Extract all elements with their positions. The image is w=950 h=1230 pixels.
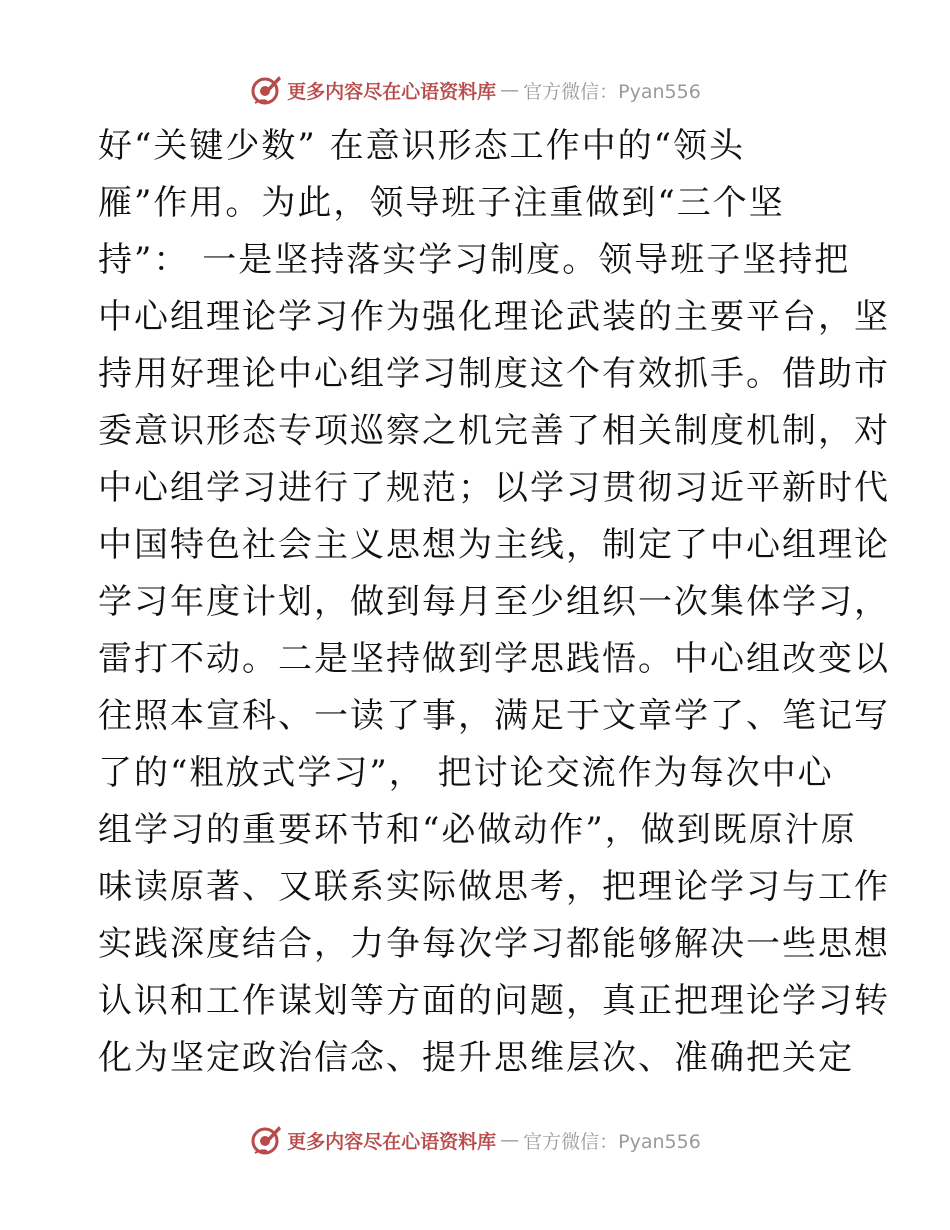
footer-watermark xyxy=(0,1120,950,1160)
watermark-dash: — xyxy=(500,79,520,101)
text-line: 中心组理论学习作为强化理论武装的主要平台，坚 xyxy=(98,297,890,337)
text-line: 持”： 一是坚持落实学习制度。领导班子坚持把 xyxy=(98,240,851,280)
watermark-site-text: 更多内容尽在心语资料库 xyxy=(287,80,497,103)
text-line: 味读原著、又联系实际做思考，把理论学习与工作 xyxy=(98,867,890,907)
text-line: 化为坚定政治信念、提升思维层次、准确把关定 xyxy=(98,1038,854,1078)
watermark-wechat-text: 官方微信：Pyan556 xyxy=(523,80,701,103)
text-line: 往照本宣科、一读了事，满足于文章学了、笔记写 xyxy=(98,696,890,736)
text-line: 委意识形态专项巡察之机完善了相关制度机制，对 xyxy=(98,411,890,451)
text-line: 实践深度结合，力争每次学习都能够解决一些思想 xyxy=(98,924,890,964)
header-watermark xyxy=(0,70,950,110)
watermark-wechat-text: 官方微信：Pyan556 xyxy=(523,1130,701,1153)
text-line: 组学习的重要环节和“必做动作”，做到既原汁原 xyxy=(98,810,857,850)
quill-logo-icon xyxy=(249,73,283,107)
document-body xyxy=(98,118,890,1087)
text-line: 认识和工作谋划等方面的问题，真正把理论学习转 xyxy=(98,981,890,1021)
text-line: 了的“粗放式学习”， 把讨论交流作为每次中心 xyxy=(98,753,834,793)
watermark-dash: — xyxy=(500,1129,520,1151)
watermark-site-text: 更多内容尽在心语资料库 xyxy=(287,1130,497,1153)
text-line: 雷打不动。二是坚持做到学思践悟。中心组改变以 xyxy=(98,639,890,679)
text-line: 雁”作用。为此，领导班子注重做到“三个坚 xyxy=(98,183,785,223)
text-line: 学习年度计划，做到每月至少组织一次集体学习， xyxy=(98,582,890,622)
text-line: 好“关键少数” 在意识形态工作中的“领头 xyxy=(98,126,745,166)
text-line: 中心组学习进行了规范；以学习贯彻习近平新时代 xyxy=(98,468,890,508)
text-line: 中国特色社会主义思想为主线，制定了中心组理论 xyxy=(98,525,890,565)
quill-logo-icon xyxy=(249,1123,283,1157)
text-line: 持用好理论中心组学习制度这个有效抓手。借助市 xyxy=(98,354,890,394)
